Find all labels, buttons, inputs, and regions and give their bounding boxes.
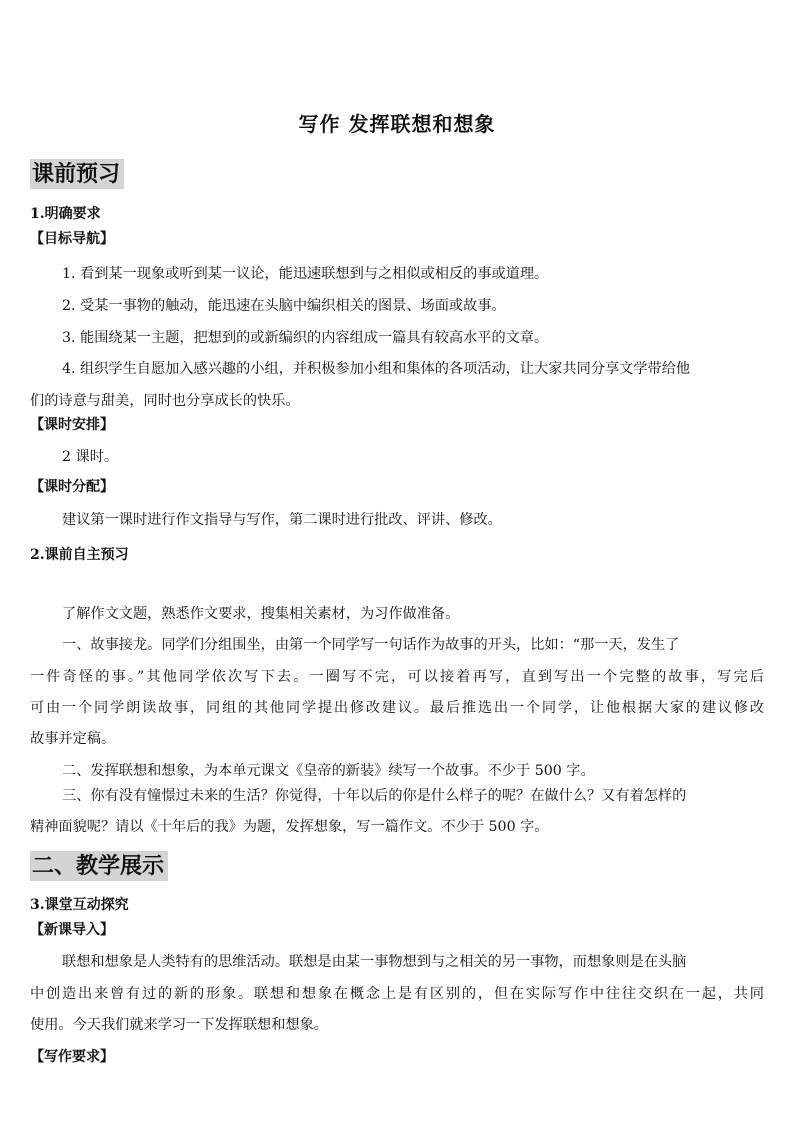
preview-line-7: 三、你有没有憧憬过未来的生活？你觉得，十年以后的你是什么样子的呢？在做什么？又有着怎样的 xyxy=(62,788,687,804)
preview-line-4: 可由一个同学朗读故事，同组的其他同学提出修改建议。最后推选出一个同学，让他根据大家的建议修改 xyxy=(30,700,764,716)
subheading-requirements: 1.明确要求 xyxy=(30,206,101,222)
preview-line-6: 二、发挥联想和想象，为本单元课文《皇帝的新装》续写一个故事。不少于 500 字。 xyxy=(62,763,595,779)
preview-line-5: 故事并定稿。 xyxy=(30,731,116,747)
goal-item-2: 2. 受某一事物的触动，能迅速在头脑中编织相关的图景、场面或故事。 xyxy=(62,298,506,314)
label-goal-navigation: 【目标导航】 xyxy=(30,231,114,247)
goal-item-4: 4. 组织学生自愿加入感兴趣的小组，并积极参加小组和集体的各项活动，让大家共同分享文学带给他 xyxy=(62,361,691,377)
label-new-lesson-intro: 【新课导入】 xyxy=(30,922,114,938)
schedule-text: 2 课时。 xyxy=(62,449,119,465)
preview-line-1: 了解作文文题，熟悉作文要求，搜集相关素材，为习作做准备。 xyxy=(62,606,460,622)
preview-line-8: 精神面貌呢？请以《十年后的我》为题，发挥想象，写一篇作文。不少于 500 字。 xyxy=(30,819,549,835)
subheading-self-preview: 2.课前自主预习 xyxy=(30,547,129,563)
label-schedule: 【课时安排】 xyxy=(30,417,114,433)
preview-line-3: 一件奇怪的事。”其他同学依次写下去。一圈写不完，可以接着再写，直到写出一个完整的故事，写完后 xyxy=(30,669,764,685)
intro-line-2: 中创造出来曾有过的新的形象。联想和想象在概念上是有区别的，但在实际写作中往往交织在一起，共同 xyxy=(30,986,764,1002)
intro-line-3: 使用。今天我们就来学习一下发挥联想和想象。 xyxy=(30,1017,328,1033)
goal-item-1: 1. 看到某一现象或听到某一议论，能迅速联想到与之相似或相反的事或道理。 xyxy=(62,266,549,282)
intro-line-1: 联想和想象是人类特有的思维活动。联想是由某一事物想到与之相关的另一事物，而想象则是在头脑 xyxy=(62,954,687,970)
page-title: 写作 发挥联想和想象 xyxy=(298,112,496,136)
section-header-teaching: 二、教学展示 xyxy=(30,851,168,881)
label-writing-requirements: 【写作要求】 xyxy=(30,1049,114,1065)
goal-item-3: 3. 能围绕某一主题，把想到的或新编织的内容组成一篇具有较高水平的文章。 xyxy=(62,330,549,346)
goal-item-4-cont: 们的诗意与甜美，同时也分享成长的快乐。 xyxy=(30,393,300,409)
section-header-preview: 课前预习 xyxy=(30,159,124,189)
preview-line-2: 一、故事接龙。同学们分组围坐，由第一个同学写一句话作为故事的开头，比如：“那一天，发生了 xyxy=(62,637,680,653)
label-distribution: 【课时分配】 xyxy=(30,479,114,495)
subheading-classroom-inquiry: 3.课堂互动探究 xyxy=(30,897,129,913)
distribution-text: 建议第一课时进行作文指导与写作，第二课时进行批改、评讲、修改。 xyxy=(62,512,502,528)
